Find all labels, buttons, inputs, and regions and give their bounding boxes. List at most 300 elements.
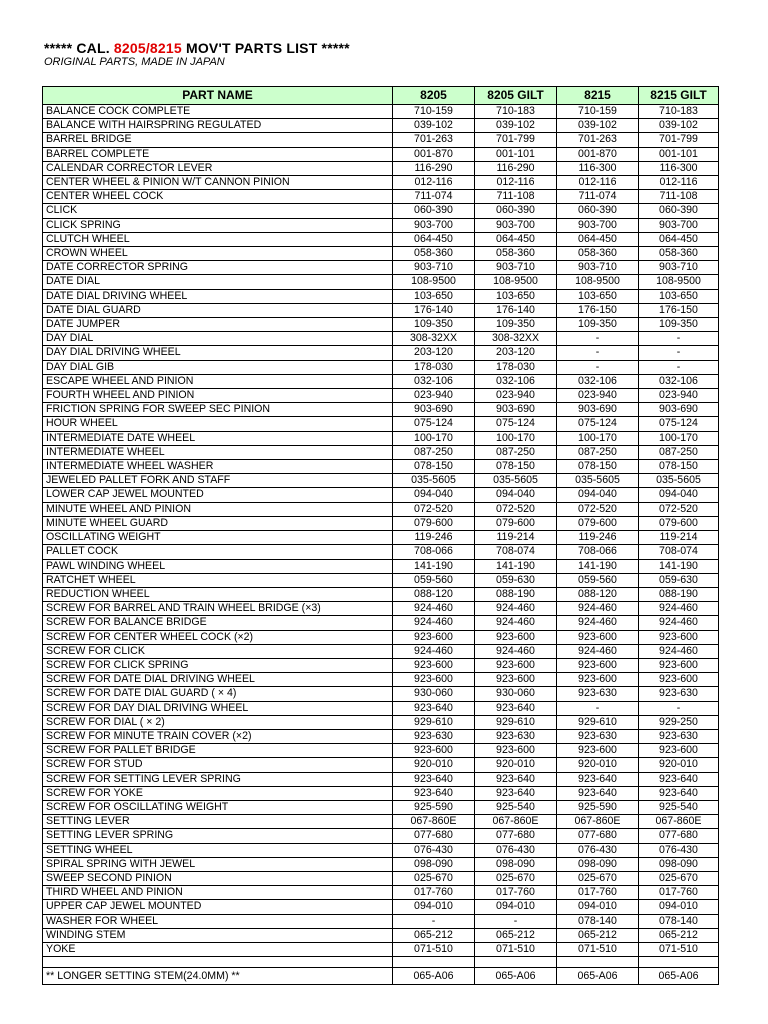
part-number-cell: 923-600 <box>475 673 557 687</box>
part-number-cell: 088-190 <box>475 587 557 601</box>
part-number-cell: 078-140 <box>557 914 639 928</box>
part-name-cell: DAY DIAL GIB <box>43 360 393 374</box>
table-row <box>43 914 719 928</box>
part-name-cell: OSCILLATING WEIGHT <box>43 531 393 545</box>
table-row <box>43 800 719 814</box>
part-number-cell: 116-300 <box>557 161 639 175</box>
part-number-cell: 119-214 <box>639 531 719 545</box>
part-number-cell: 075-124 <box>393 417 475 431</box>
table-row <box>43 587 719 601</box>
part-number-cell: 923-640 <box>639 772 719 786</box>
column-header: PART NAME <box>43 87 393 105</box>
part-number-cell: 001-870 <box>393 147 475 161</box>
part-number-cell: 071-510 <box>475 942 557 956</box>
part-name-cell: INTERMEDIATE DATE WHEEL <box>43 431 393 445</box>
part-number-cell: 094-010 <box>475 900 557 914</box>
table-row <box>43 602 719 616</box>
part-name-cell: REDUCTION WHEEL <box>43 587 393 601</box>
part-number-cell: 065-212 <box>393 928 475 942</box>
part-number-cell: 060-390 <box>393 204 475 218</box>
part-name-cell: WINDING STEM <box>43 928 393 942</box>
part-number-cell: 064-450 <box>475 232 557 246</box>
part-number-cell: 923-600 <box>475 744 557 758</box>
part-number-cell: 025-670 <box>475 871 557 885</box>
table-row <box>43 644 719 658</box>
part-number-cell: 079-600 <box>557 516 639 530</box>
parts-table-body <box>43 105 719 985</box>
table-row <box>43 871 719 885</box>
part-number-cell: 059-630 <box>475 573 557 587</box>
part-number-cell: 094-010 <box>393 900 475 914</box>
part-number-cell: 923-600 <box>557 744 639 758</box>
part-number-cell: 923-600 <box>393 630 475 644</box>
part-name-cell: SCREW FOR DATE DIAL GUARD ( × 4) <box>43 687 393 701</box>
part-number-cell: 087-250 <box>639 445 719 459</box>
part-number-cell: 924-460 <box>475 616 557 630</box>
empty-cell <box>43 957 393 968</box>
part-number-cell: 116-290 <box>475 161 557 175</box>
part-number-cell: 108-9500 <box>557 275 639 289</box>
part-name-cell: CENTER WHEEL COCK <box>43 190 393 204</box>
part-number-cell: 100-170 <box>557 431 639 445</box>
part-number-cell: - <box>557 346 639 360</box>
part-number-cell: 141-190 <box>639 559 719 573</box>
part-number-cell: 203-120 <box>393 346 475 360</box>
table-row <box>43 403 719 417</box>
part-number-cell: 925-540 <box>639 800 719 814</box>
part-number-cell: 924-460 <box>475 602 557 616</box>
part-number-cell: 078-150 <box>393 460 475 474</box>
table-row <box>43 232 719 246</box>
part-number-cell: 060-390 <box>639 204 719 218</box>
part-number-cell: 923-640 <box>393 786 475 800</box>
part-number-cell: 923-630 <box>557 687 639 701</box>
table-row <box>43 559 719 573</box>
table-row <box>43 942 719 956</box>
part-number-cell: 094-010 <box>557 900 639 914</box>
part-number-cell: 711-108 <box>475 190 557 204</box>
part-number-cell: 119-214 <box>475 531 557 545</box>
title-prefix: ***** CAL. <box>44 40 114 56</box>
part-number-cell: 058-360 <box>557 247 639 261</box>
part-number-cell: 077-680 <box>393 829 475 843</box>
table-row <box>43 346 719 360</box>
spacer-row <box>43 957 719 968</box>
part-number-cell: 708-074 <box>475 545 557 559</box>
part-name-cell: SCREW FOR PALLET BRIDGE <box>43 744 393 758</box>
table-row <box>43 247 719 261</box>
part-number-cell: 103-650 <box>639 289 719 303</box>
part-number-cell: 065-A06 <box>557 968 639 985</box>
part-number-cell: 058-360 <box>639 247 719 261</box>
part-number-cell: 100-170 <box>475 431 557 445</box>
part-number-cell: 116-290 <box>393 161 475 175</box>
part-number-cell: 059-630 <box>639 573 719 587</box>
part-number-cell: 178-030 <box>475 360 557 374</box>
part-name-cell: SCREW FOR CLICK SPRING <box>43 658 393 672</box>
part-number-cell: 920-010 <box>393 758 475 772</box>
table-row <box>43 545 719 559</box>
part-number-cell: 001-870 <box>557 147 639 161</box>
part-number-cell: 100-170 <box>393 431 475 445</box>
part-number-cell: 924-460 <box>557 602 639 616</box>
part-name-cell: DATE DIAL GUARD <box>43 303 393 317</box>
part-number-cell: 023-940 <box>475 389 557 403</box>
table-row <box>43 218 719 232</box>
part-name-cell: DATE DIAL DRIVING WHEEL <box>43 289 393 303</box>
part-number-cell: 100-170 <box>639 431 719 445</box>
part-number-cell: 923-600 <box>475 658 557 672</box>
part-number-cell: 924-460 <box>475 644 557 658</box>
part-name-cell: SWEEP SECOND PINION <box>43 871 393 885</box>
part-number-cell: 923-630 <box>639 729 719 743</box>
part-number-cell: 067-860E <box>639 815 719 829</box>
part-number-cell: 923-640 <box>475 786 557 800</box>
part-number-cell: 923-630 <box>639 687 719 701</box>
part-name-cell: SCREW FOR DATE DIAL DRIVING WHEEL <box>43 673 393 687</box>
part-number-cell: - <box>639 346 719 360</box>
part-name-cell: SCREW FOR BARREL AND TRAIN WHEEL BRIDGE (×3) <box>43 602 393 616</box>
part-number-cell: 109-350 <box>393 318 475 332</box>
part-number-cell: 012-116 <box>557 176 639 190</box>
part-number-cell: 025-670 <box>393 871 475 885</box>
part-number-cell: 923-600 <box>639 744 719 758</box>
part-number-cell: 924-460 <box>557 644 639 658</box>
table-row <box>43 332 719 346</box>
part-name-cell: SCREW FOR CENTER WHEEL COCK (×2) <box>43 630 393 644</box>
part-number-cell: 032-106 <box>475 374 557 388</box>
part-number-cell: 035-5605 <box>639 474 719 488</box>
part-number-cell: 929-610 <box>557 715 639 729</box>
part-number-cell: 109-350 <box>475 318 557 332</box>
part-name-cell: CROWN WHEEL <box>43 247 393 261</box>
part-number-cell: 108-9500 <box>475 275 557 289</box>
table-row <box>43 105 719 119</box>
part-number-cell: 075-124 <box>557 417 639 431</box>
part-number-cell: 065-212 <box>557 928 639 942</box>
part-number-cell: 141-190 <box>393 559 475 573</box>
part-number-cell: 109-350 <box>557 318 639 332</box>
part-number-cell: 708-074 <box>639 545 719 559</box>
part-number-cell: 108-9500 <box>393 275 475 289</box>
part-name-cell: CLICK <box>43 204 393 218</box>
table-row <box>43 119 719 133</box>
part-name-cell: CLUTCH WHEEL <box>43 232 393 246</box>
part-number-cell: 072-520 <box>639 502 719 516</box>
part-number-cell: 308-32XX <box>475 332 557 346</box>
part-number-cell: 924-460 <box>639 644 719 658</box>
part-number-cell: 923-630 <box>475 729 557 743</box>
page-title <box>44 40 350 56</box>
part-name-cell: SCREW FOR DAY DIAL DRIVING WHEEL <box>43 701 393 715</box>
part-number-cell: 087-250 <box>475 445 557 459</box>
column-header: 8205 GILT <box>475 87 557 105</box>
part-number-cell: 025-670 <box>557 871 639 885</box>
part-number-cell: 067-860E <box>557 815 639 829</box>
part-number-cell: 903-690 <box>393 403 475 417</box>
part-number-cell: 078-140 <box>639 914 719 928</box>
part-number-cell: 176-150 <box>639 303 719 317</box>
part-number-cell: 023-940 <box>393 389 475 403</box>
table-row <box>43 318 719 332</box>
part-number-cell: 178-030 <box>393 360 475 374</box>
part-name-cell: SPIRAL SPRING WITH JEWEL <box>43 857 393 871</box>
part-name-cell: FOURTH WHEEL AND PINION <box>43 389 393 403</box>
part-number-cell: 176-150 <box>557 303 639 317</box>
part-number-cell: 930-060 <box>475 687 557 701</box>
part-number-cell: 065-212 <box>475 928 557 942</box>
part-name-cell: SCREW FOR MINUTE TRAIN COVER (×2) <box>43 729 393 743</box>
part-number-cell: 058-360 <box>393 247 475 261</box>
part-number-cell: 001-101 <box>639 147 719 161</box>
table-row <box>43 190 719 204</box>
part-name-cell: DAY DIAL <box>43 332 393 346</box>
table-row <box>43 758 719 772</box>
table-row <box>43 616 719 630</box>
part-number-cell: 077-680 <box>475 829 557 843</box>
part-number-cell: 925-590 <box>557 800 639 814</box>
part-number-cell: 094-040 <box>393 488 475 502</box>
part-number-cell: 701-263 <box>393 133 475 147</box>
table-row <box>43 161 719 175</box>
part-name-cell: ** LONGER SETTING STEM(24.0MM) ** <box>43 968 393 985</box>
part-number-cell: 039-102 <box>393 119 475 133</box>
part-number-cell: 903-700 <box>475 218 557 232</box>
table-header-row <box>43 87 719 105</box>
part-number-cell: 094-040 <box>557 488 639 502</box>
part-number-cell: 903-710 <box>557 261 639 275</box>
part-number-cell: 923-640 <box>393 772 475 786</box>
column-header: 8205 <box>393 87 475 105</box>
part-name-cell: YOKE <box>43 942 393 956</box>
empty-cell <box>639 957 719 968</box>
part-name-cell: DATE CORRECTOR SPRING <box>43 261 393 275</box>
table-row <box>43 204 719 218</box>
part-number-cell: 711-074 <box>393 190 475 204</box>
part-number-cell: 903-710 <box>639 261 719 275</box>
table-row <box>43 474 719 488</box>
part-number-cell: 023-940 <box>639 389 719 403</box>
part-number-cell: 079-600 <box>639 516 719 530</box>
part-number-cell: 103-650 <box>557 289 639 303</box>
part-number-cell: 929-250 <box>639 715 719 729</box>
part-number-cell: 067-860E <box>475 815 557 829</box>
table-row <box>43 389 719 403</box>
title-suffix: MOV'T PARTS LIST ***** <box>181 40 350 56</box>
part-number-cell: - <box>475 914 557 928</box>
part-number-cell: 923-640 <box>475 772 557 786</box>
part-name-cell: LOWER CAP JEWEL MOUNTED <box>43 488 393 502</box>
part-number-cell: 924-460 <box>393 602 475 616</box>
part-name-cell: BALANCE COCK COMPLETE <box>43 105 393 119</box>
part-number-cell: 103-650 <box>475 289 557 303</box>
part-number-cell: 098-090 <box>639 857 719 871</box>
part-number-cell: 920-010 <box>639 758 719 772</box>
part-number-cell: 903-700 <box>393 218 475 232</box>
table-row <box>43 786 719 800</box>
part-number-cell: 076-430 <box>557 843 639 857</box>
part-number-cell: 903-700 <box>557 218 639 232</box>
part-number-cell: 141-190 <box>475 559 557 573</box>
table-row <box>43 531 719 545</box>
part-number-cell: 923-600 <box>393 744 475 758</box>
part-number-cell: 032-106 <box>557 374 639 388</box>
part-number-cell: 711-108 <box>639 190 719 204</box>
part-number-cell: 017-760 <box>639 886 719 900</box>
table-row <box>43 431 719 445</box>
part-number-cell: 920-010 <box>557 758 639 772</box>
part-number-cell: 923-640 <box>639 786 719 800</box>
table-row <box>43 573 719 587</box>
part-name-cell: SCREW FOR OSCILLATING WEIGHT <box>43 800 393 814</box>
part-number-cell: 923-630 <box>393 729 475 743</box>
part-name-cell: THIRD WHEEL AND PINION <box>43 886 393 900</box>
part-number-cell: 923-600 <box>393 658 475 672</box>
part-number-cell: 903-690 <box>557 403 639 417</box>
part-number-cell: 119-246 <box>393 531 475 545</box>
part-number-cell: 098-090 <box>393 857 475 871</box>
part-number-cell: 176-140 <box>475 303 557 317</box>
part-number-cell: 923-640 <box>557 772 639 786</box>
part-number-cell: 017-760 <box>475 886 557 900</box>
part-name-cell: PAWL WINDING WHEEL <box>43 559 393 573</box>
parts-table <box>42 86 719 985</box>
part-number-cell: 025-670 <box>639 871 719 885</box>
table-row <box>43 687 719 701</box>
part-number-cell: 929-610 <box>475 715 557 729</box>
column-header: 8215 <box>557 87 639 105</box>
part-number-cell: 903-690 <box>639 403 719 417</box>
part-number-cell: 119-246 <box>557 531 639 545</box>
part-number-cell: 923-630 <box>557 729 639 743</box>
part-number-cell: 087-250 <box>557 445 639 459</box>
table-row <box>43 360 719 374</box>
table-row <box>43 147 719 161</box>
part-name-cell: BARREL BRIDGE <box>43 133 393 147</box>
part-number-cell: 088-120 <box>557 587 639 601</box>
part-name-cell: FRICTION SPRING FOR SWEEP SEC PINION <box>43 403 393 417</box>
part-number-cell: 060-390 <box>557 204 639 218</box>
table-row <box>43 815 719 829</box>
part-number-cell: 925-540 <box>475 800 557 814</box>
column-header: 8215 GILT <box>639 87 719 105</box>
part-number-cell: 098-090 <box>557 857 639 871</box>
part-number-cell: 064-450 <box>393 232 475 246</box>
part-number-cell: 923-600 <box>557 630 639 644</box>
part-number-cell: - <box>557 332 639 346</box>
table-row <box>43 658 719 672</box>
part-number-cell: 929-610 <box>393 715 475 729</box>
part-name-cell: PALLET COCK <box>43 545 393 559</box>
empty-cell <box>557 957 639 968</box>
part-number-cell: 109-350 <box>639 318 719 332</box>
table-row <box>43 502 719 516</box>
table-row <box>43 460 719 474</box>
part-number-cell: 098-090 <box>475 857 557 871</box>
table-row <box>43 843 719 857</box>
part-number-cell: 903-710 <box>393 261 475 275</box>
part-number-cell: 012-116 <box>639 176 719 190</box>
part-number-cell: 032-106 <box>639 374 719 388</box>
part-number-cell: 710-183 <box>639 105 719 119</box>
part-number-cell: 039-102 <box>639 119 719 133</box>
table-row <box>43 900 719 914</box>
part-number-cell: 903-690 <box>475 403 557 417</box>
table-row <box>43 857 719 871</box>
part-number-cell: 923-640 <box>393 701 475 715</box>
table-row <box>43 772 719 786</box>
part-number-cell: 012-116 <box>393 176 475 190</box>
part-name-cell: WASHER FOR WHEEL <box>43 914 393 928</box>
part-number-cell: - <box>557 360 639 374</box>
part-number-cell: 039-102 <box>557 119 639 133</box>
part-number-cell: 923-600 <box>639 673 719 687</box>
part-name-cell: RATCHET WHEEL <box>43 573 393 587</box>
table-row <box>43 630 719 644</box>
table-row <box>43 445 719 459</box>
part-number-cell: 072-520 <box>475 502 557 516</box>
part-number-cell: 071-510 <box>639 942 719 956</box>
part-number-cell: 078-150 <box>639 460 719 474</box>
part-number-cell: 708-066 <box>557 545 639 559</box>
part-name-cell: SCREW FOR SETTING LEVER SPRING <box>43 772 393 786</box>
part-name-cell: BARREL COMPLETE <box>43 147 393 161</box>
table-row <box>43 673 719 687</box>
part-number-cell: 059-560 <box>557 573 639 587</box>
part-name-cell: DATE JUMPER <box>43 318 393 332</box>
part-number-cell: 924-460 <box>639 616 719 630</box>
table-row <box>43 729 719 743</box>
part-number-cell: 103-650 <box>393 289 475 303</box>
part-number-cell: 017-760 <box>557 886 639 900</box>
part-number-cell: 072-520 <box>393 502 475 516</box>
part-name-cell: MINUTE WHEEL GUARD <box>43 516 393 530</box>
table-row <box>43 261 719 275</box>
part-number-cell: 012-116 <box>475 176 557 190</box>
part-number-cell: 065-A06 <box>475 968 557 985</box>
part-number-cell: 065-A06 <box>639 968 719 985</box>
part-number-cell: 903-710 <box>475 261 557 275</box>
part-name-cell: CLICK SPRING <box>43 218 393 232</box>
part-number-cell: 710-183 <box>475 105 557 119</box>
part-number-cell: 701-799 <box>475 133 557 147</box>
table-row <box>43 176 719 190</box>
part-name-cell: CENTER WHEEL & PINION W/T CANNON PINION <box>43 176 393 190</box>
part-number-cell: 701-263 <box>557 133 639 147</box>
part-number-cell: 075-124 <box>639 417 719 431</box>
part-name-cell: DAY DIAL DRIVING WHEEL <box>43 346 393 360</box>
part-number-cell: 064-450 <box>639 232 719 246</box>
part-name-cell: UPPER CAP JEWEL MOUNTED <box>43 900 393 914</box>
page-subtitle: ORIGINAL PARTS, MADE IN JAPAN <box>44 56 225 68</box>
part-number-cell: 923-600 <box>639 630 719 644</box>
part-number-cell: 094-040 <box>639 488 719 502</box>
part-name-cell: SCREW FOR STUD <box>43 758 393 772</box>
title-model: 8205/8215 <box>113 40 182 56</box>
part-number-cell: - <box>639 332 719 346</box>
part-number-cell: 059-560 <box>393 573 475 587</box>
part-name-cell: ESCAPE WHEEL AND PINION <box>43 374 393 388</box>
part-name-cell: INTERMEDIATE WHEEL WASHER <box>43 460 393 474</box>
part-number-cell: 711-074 <box>557 190 639 204</box>
part-number-cell: 077-680 <box>639 829 719 843</box>
part-name-cell: SETTING LEVER SPRING <box>43 829 393 843</box>
part-number-cell: 072-520 <box>557 502 639 516</box>
part-number-cell: 032-106 <box>393 374 475 388</box>
table-row <box>43 715 719 729</box>
part-number-cell: 924-460 <box>557 616 639 630</box>
part-number-cell: 001-101 <box>475 147 557 161</box>
